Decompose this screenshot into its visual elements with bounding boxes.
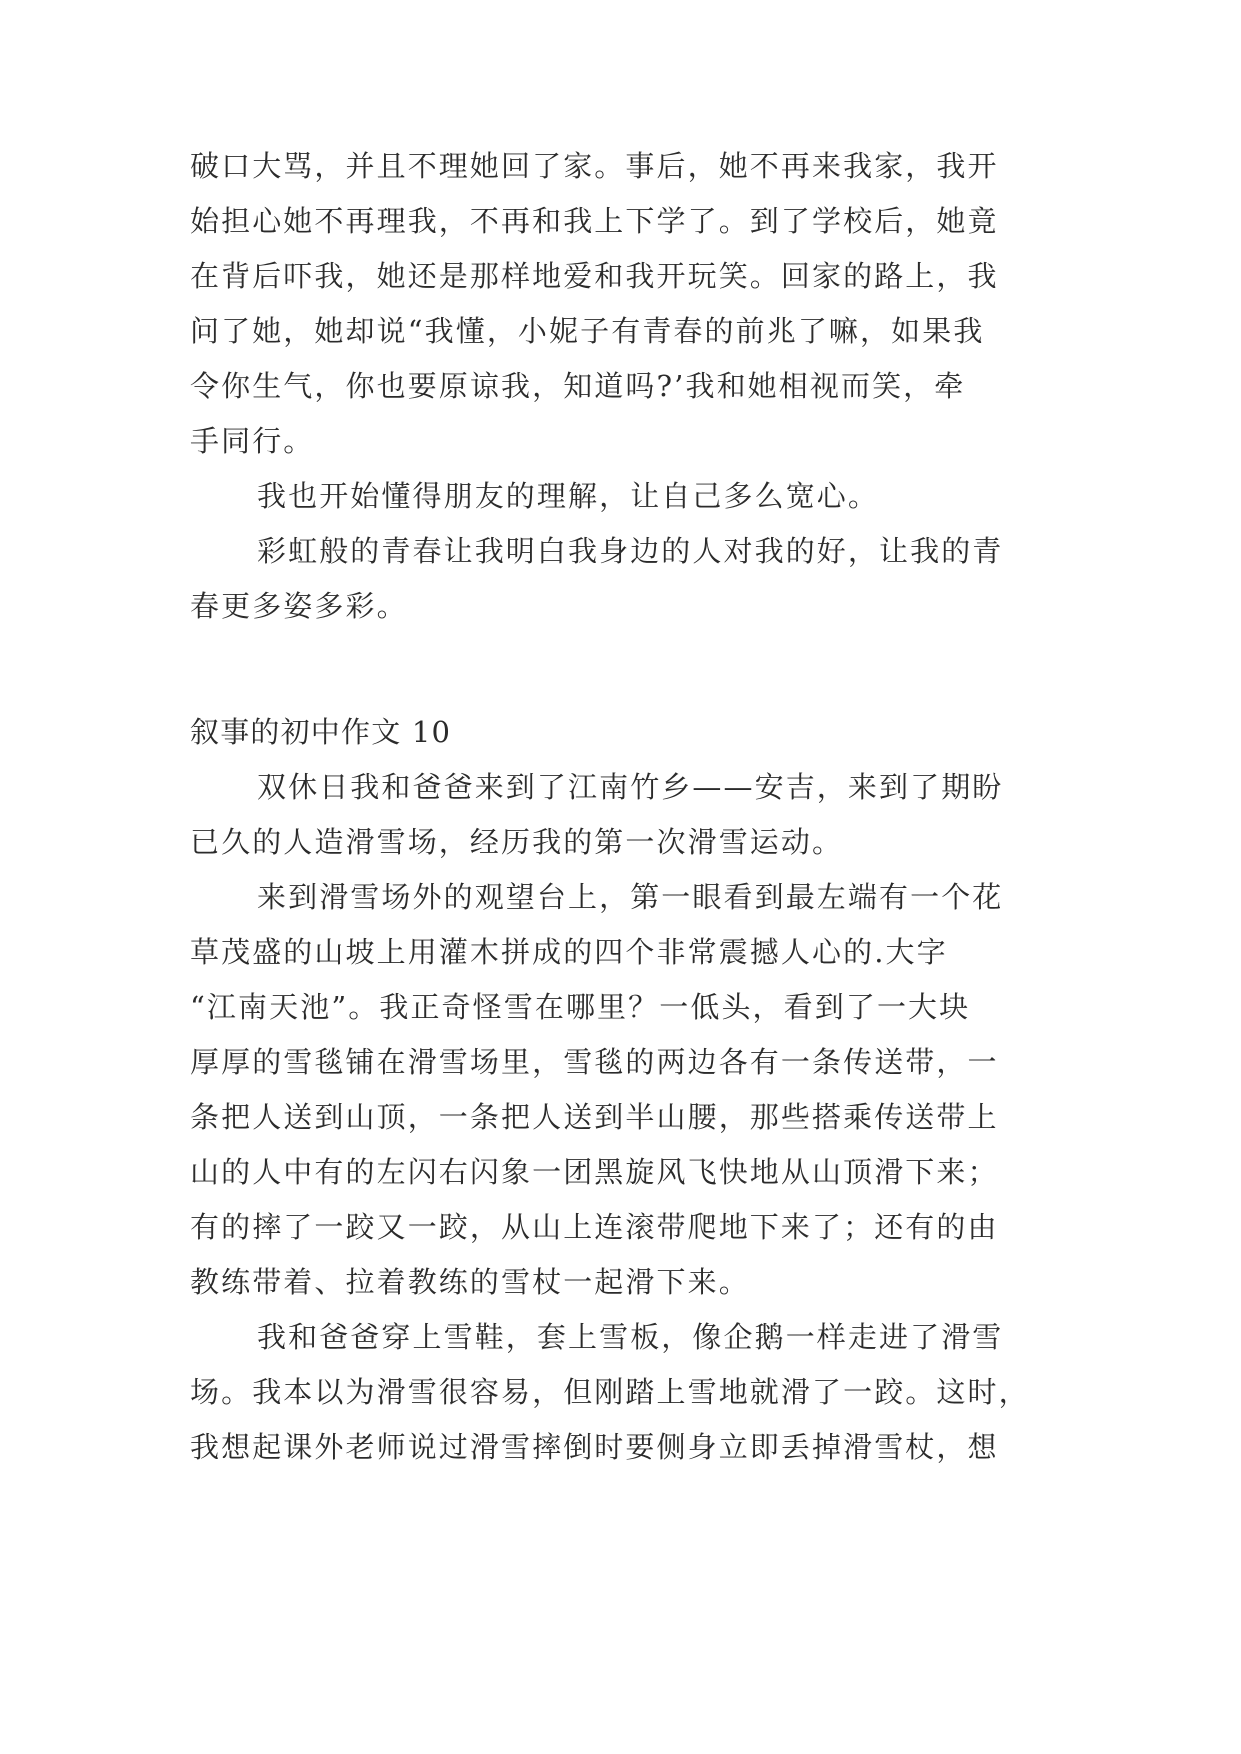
paragraph-understanding: 我也开始懂得朋友的理解，让自己多么宽心。 [257, 479, 880, 513]
paragraph-observation-line-3: “江南天池”。我正奇怪雪在哪里？一低头，看到了一大块 [190, 990, 971, 1024]
section-title: 叙事的初中作文 10 [190, 715, 452, 749]
paragraph-weekend-line-2: 已久的人造滑雪场，经历我的第一次滑雪运动。 [190, 825, 844, 859]
paragraph-rainbow-line-1: 彩虹般的青春让我明白我身边的人对我的好，让我的青 [257, 534, 1004, 568]
paragraph-observation-line-7: 有的摔了一跤又一跤，从山上连滚带爬地下来了；还有的由 [190, 1210, 999, 1244]
paragraph-rainbow-line-2: 春更多姿多彩。 [190, 589, 408, 623]
paragraph-weekend-line-1: 双休日我和爸爸来到了江南竹乡——安吉，来到了期盼 [257, 770, 1004, 804]
continuation-line-2: 始担心她不再理我，不再和我上下学了。到了学校后，她竟 [190, 204, 999, 238]
continuation-line-4: 问了她，她却说“我懂，小妮子有青春的前兆了嘛，如果我 [190, 314, 985, 348]
paragraph-observation-line-1: 来到滑雪场外的观望台上，第一眼看到最左端有一个花 [257, 880, 1004, 914]
paragraph-observation-line-5: 条把人送到山顶，一条把人送到半山腰，那些搭乘传送带上 [190, 1100, 999, 1134]
continuation-line-1: 破口大骂，并且不理她回了家。事后，她不再来我家，我开 [190, 149, 999, 183]
continuation-line-6: 手同行。 [190, 424, 315, 458]
paragraph-skiing-line-1: 我和爸爸穿上雪鞋，套上雪板，像企鹅一样走进了滑雪 [257, 1320, 1004, 1354]
continuation-line-3: 在背后吓我，她还是那样地爱和我开玩笑。回家的路上，我 [190, 259, 999, 293]
paragraph-skiing-line-3: 我想起课外老师说过滑雪摔倒时要侧身立即丢掉滑雪杖，想 [190, 1430, 999, 1464]
continuation-line-5: 令你生气，你也要原谅我，知道吗?’我和她相视而笑，牵 [190, 369, 966, 403]
paragraph-observation-line-6: 山的人中有的左闪右闪象一团黑旋风飞快地从山顶滑下来； [190, 1155, 999, 1189]
paragraph-skiing-line-2: 场。我本以为滑雪很容易，但刚踏上雪地就滑了一跤。这时， [190, 1375, 1030, 1409]
paragraph-observation-line-8: 教练带着、拉着教练的雪杖一起滑下来。 [190, 1265, 750, 1299]
paragraph-observation-line-2: 草茂盛的山坡上用灌木拼成的四个非常震撼人心的.大字 [190, 935, 948, 969]
paragraph-observation-line-4: 厚厚的雪毯铺在滑雪场里，雪毯的两边各有一条传送带，一 [190, 1045, 999, 1079]
